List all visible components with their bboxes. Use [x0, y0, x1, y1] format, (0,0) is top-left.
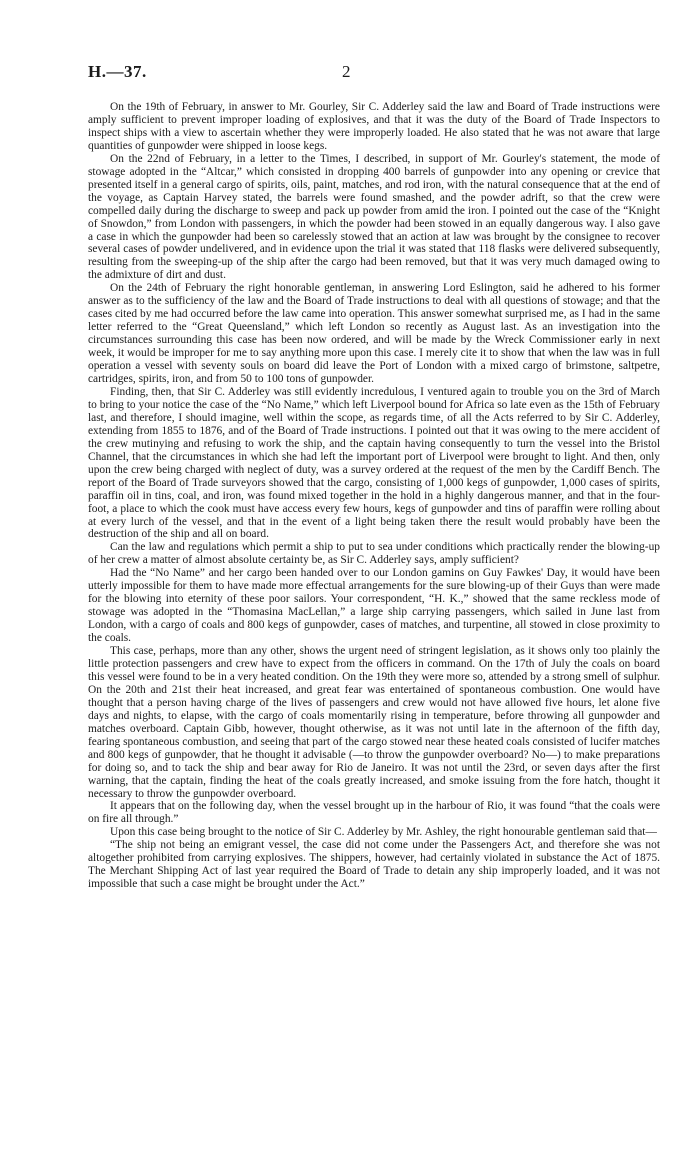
page-header — [88, 62, 658, 82]
paragraph: This case, perhaps, more than any other, shows the urgent need of stringent legislation, as it shows only too plainly the little protection passengers and crew have to expect from the officers in command. On the 17th of July the coals on board this vessel were found to be in a very heated condition. On the 19th they were more so, attended by a strong smell of sulphur. On the 20th and 21st their heat increased, and great fear was entertained of spontaneous combustion. One would have thought that a person having charge of the lives of passengers and crew would not have allowed five hours, let alone five days and nights, to elapse, with the cargo of coals momentarily rising in temperature, before throwing all gunpowder and matches overboard. Captain Gibb, however, thought otherwise, as it was not until late in the afternoon of the fifth day, fearing spontaneous combustion, and seeing that part of the cargo stowed near these heated coals consisted of lucifer matches and 800 kegs of gunpowder, that he thought it advisable (—to throw the gunpowder overboard? No—) to make preparations for doing so, and to tack the ship and bear away for Rio de Janeiro. It was not until the 23rd, or seven days after the first warning, that the captain, finding the heat of the coals greatly increased, and smoke issuing from the fore hatch, thought it necessary to throw the gunpowder overboard. — [88, 645, 660, 800]
paragraph: On the 22nd of February, in a letter to the Times, I described, in support of Mr. Gourley's statement, the mode of stowage adopted in the “Altcar,” which consisted in dropping 400 barrels of gunpowder into any opening or crevice that presented itself in a general cargo of spirits, oils, paint, matches, and rod iron, with the natural consequence that at the end of the voyage, as Captain Harvey stated, the barrels were found smashed, and the powder adrift, so that the crew were compelled daily during the discharge to sweep and pack up powder from amid the iron. I pointed out the case of the “Knight of Snowdon,” from London with passengers, in which the powder had been stowed in an equally dangerous way. I also gave a case in which the gunpowder had been so carelessly stowed that an action at law was brought by the consignee to recover several cases of powder undelivered, and in evidence upon the trial it was stated that 118 flasks were delivered subsequently, resulting from the sweeping-up of the ship after the cargo had been removed, but that it was very much damaged owing to the admixture of dirt and dust. — [88, 152, 660, 282]
paragraph: On the 24th of February the right honorable gentleman, in answering Lord Eslington, said he adhered to his former answer as to the sufficiency of the law and the Board of Trade instructions to deal with all questions of stowage; and that the cases cited by me had occurred before the law came into operation. This answer somewhat surprised me, as I had in the same letter referred to the “Great Queensland,” which left London so recently as August last. As an investigation into the circumstances surrounding this case has been now ordered, and will be made by the Wreck Commissioner early in next week, it would be improper for me to say anything more upon this case. I merely cite it to show that when the law was in full operation a vessel with seventy souls on board did leave the Port of London with a mixed cargo of brimstone, saltpetre, cartridges, spirits, iron, and from 50 to 100 tons of gunpowder. — [88, 282, 660, 386]
paragraph: Finding, then, that Sir C. Adderley was still evidently incredulous, I ventured again to trouble you on the 3rd of March to bring to your notice the case of the “No Name,” which left Liverpool bound for Africa so late even as the 15th of February last, and therefore, I should imagine, well within the scope, as regards time, of all the Acts referred to by Sir C. Adderley, extending from 1855 to 1876, and of the Board of Trade instructions. I pointed out that it was owing to the mere accident of the crew mutinying and refusing to work the ship, and the captain having consequently to turn the vessel into the Bristol Channel, that the circumstances in which she had left the important port of Liverpool were brought to light. And then, only upon the crew being charged with neglect of duty, was a survey ordered at the request of the men by the Cardiff Bench. The report of the Board of Trade surveyors showed that the cargo, consisting of 1,000 kegs of gunpowder, 1,000 cases of spirits, paraffin oil in tins, coal, and iron, was found mixed together in the hold in a highly dangerous manner, and that in the four-foot, a place to which the cook must have access every few hours, kegs of gunpowder and tins of paraffin were rolling about at every lurch of the vessel, and that in the event of a light being taken there the result would probably have been the destruction of the ship and all on board. — [88, 385, 660, 541]
paragraph: It appears that on the following day, when the vessel brought up in the harbour of Rio, it was found “that the coals were on fire all through.” — [88, 800, 660, 826]
quoted-paragraph: “The ship not being an emigrant vessel, the case did not come under the Passengers Act, and therefore she was not altogether prohibited from carrying explosives. The shippers, however, had certainly violated in substance the Act of 1875. The Merchant Shipping Act of last year required the Board of Trade to detain any ship improperly loaded, and it was not impossible that such a case might be brought under the Act.” — [88, 839, 660, 891]
paragraph: Upon this case being brought to the notice of Sir C. Adderley by Mr. Ashley, the right honourable gentleman said that— — [110, 826, 657, 839]
paragraph: Had the “No Name” and her cargo been handed over to our London gamins on Guy Fawkes' Day, it would have been utterly impossible for them to have made more effectual arrangements for the sure blowing-up of their Guys than were made for the blowing into eternity of these poor sailors. Your correspondent, “H. K.,” showed that the same reckless mode of stowage was adopted in the “Thomasina MacLellan,” a large ship carrying passengers, which sailed in June last from London, with a cargo of coals and 800 kegs of gunpowder, cases of matches, and turpentine, all stowed in close proximity to the coals. — [88, 567, 660, 645]
document-reference: H.—37. — [88, 62, 147, 81]
page-number: 2 — [342, 62, 351, 81]
paragraph: On the 19th of February, in answer to Mr. Gourley, Sir C. Adderley said the law and Board of Trade instructions were amply sufficient to prevent improper loading of explosives, and that it was the duty of the Board of Trade Inspectors to inspect ships with a view to ascertain whether they were improperly loaded. He also stated that he was not aware that large quantities of gunpowder were shipped in loose kegs. — [88, 101, 660, 152]
body-text — [88, 101, 660, 891]
paragraph: Can the law and regulations which permit a ship to put to sea under conditions which practically render the blowing-up of her crew a matter of almost absolute certainty be, as Sir C. Adderley says, amply sufficient? — [88, 541, 660, 567]
